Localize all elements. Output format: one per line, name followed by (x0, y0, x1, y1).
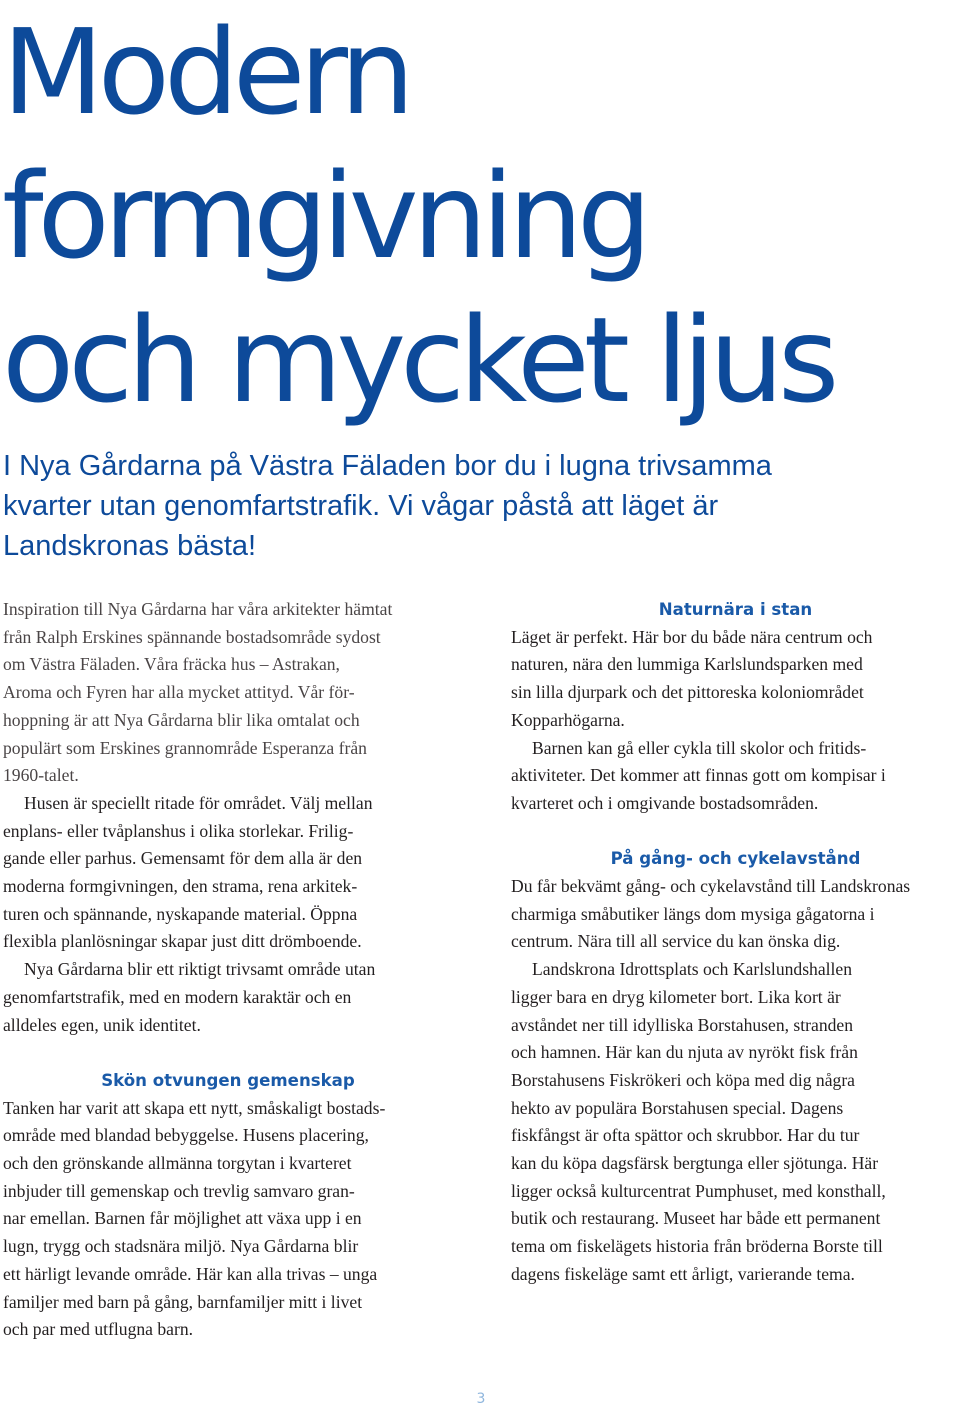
text-line: familjer med barn på gång, barnfamiljer mitt i livet (3, 1291, 363, 1312)
text-line: om Västra Fäladen. Våra fräcka hus – Astrakan, (3, 654, 340, 675)
text-line: Tanken har varit att skapa ett nytt, småskaligt bostads- (3, 1097, 386, 1118)
lead-paragraph (3, 446, 903, 566)
text-line: sin lilla djurpark och det pittoreska koloniområdet (511, 682, 864, 703)
text-line: kan du köpa dagsfärsk bergtunga eller sjötunga. Här (511, 1153, 879, 1174)
text-line: Du får bekvämt gång- och cykelavstånd till Landskronas (511, 876, 911, 897)
text-line: ligger bara en dryg kilometer bort. Lika kort är (511, 986, 841, 1007)
text-line: flexibla planlösningar skapar just ditt drömboende. (3, 931, 362, 952)
text-line: Nya Gårdarna blir ett riktigt trivsamt område utan (24, 959, 376, 980)
page-number: 3 (476, 1391, 486, 1407)
lead-line: kvarter utan genomfartstrafik. Vi vågar påstå att läget är (3, 490, 719, 522)
body-paragraph (511, 873, 960, 956)
text-line: inbjuder till gemenskap och trevlig samvaro gran- (3, 1180, 355, 1201)
title-line: och mycket ljus (2, 291, 834, 429)
lead-line: Landskronas bästa! (3, 530, 257, 562)
section-heading: På gång- och cykelavstånd (610, 849, 861, 869)
body-paragraph (511, 956, 960, 1288)
text-line: turen och spännande, nyskapande material. Öppna (3, 903, 358, 924)
body-paragraph (511, 735, 960, 818)
text-line: charmiga småbutiker längs dom mysiga gågatorna i (511, 903, 875, 924)
text-line: Landskrona Idrottsplats och Karlslundshallen (532, 959, 853, 980)
section-heading: Naturnära i stan (658, 600, 813, 619)
text-line: och hamnen. Här kan du njuta av nyrökt fisk från (511, 1042, 858, 1063)
text-line: kvarteret och i omgivande bostadsområden. (511, 792, 819, 813)
text-line: område med blandad bebyggelse. Husens placering, (3, 1125, 369, 1146)
text-line: populärt som Erskines grannområde Esperanza från (3, 737, 367, 758)
title-line: Modern (2, 3, 409, 141)
section-heading: Skön otvungen gemenskap (101, 1070, 355, 1090)
text-line: butik och restaurang. Museet har både ett permanent (511, 1208, 881, 1229)
text-line: fiskfångst är ofta spättor och skrubbor. Har du tur (511, 1125, 860, 1146)
text-line: naturen, nära den lummiga Karlslundsparken med (511, 654, 863, 675)
text-line: gande eller parhus. Gemensamt för dem alla är den (3, 848, 363, 869)
right-column (511, 596, 960, 1289)
text-line: Läget är perfekt. Här bor du både nära centrum och (511, 626, 873, 647)
text-line: avståndet ner till idylliska Borstahusen, stranden (511, 1014, 854, 1035)
lead-line: I Nya Gårdarna på Västra Fäladen bor du i lugna trivsamma (3, 450, 772, 482)
text-line: Aroma och Fyren har alla mycket attityd. Vår för- (3, 682, 355, 703)
left-column (3, 596, 473, 1344)
body-paragraph (511, 624, 960, 735)
text-line: hekto av populära Borstahusen special. Dagens (511, 1097, 844, 1118)
intro-paragraph (3, 596, 473, 790)
text-line: och par med utflugna barn. (3, 1319, 194, 1340)
text-line: moderna formgivningen, den strama, rena arkitek- (3, 876, 358, 897)
text-line: och den grönskande allmänna torgytan i kvarteret (3, 1153, 352, 1174)
body-paragraph (3, 956, 473, 1039)
text-line: nar emellan. Barnen får möjlighet att växa upp i en (3, 1208, 362, 1229)
body-paragraph (3, 790, 473, 956)
text-line: hoppning är att Nya Gårdarna blir lika omtalat och (3, 709, 360, 730)
text-line: Husen är speciellt ritade för området. Välj mellan (24, 792, 373, 813)
body-paragraph (3, 1095, 473, 1344)
text-line: tema om fiskelägets historia från bröderna Borste till (511, 1236, 883, 1257)
text-line: lugn, trygg och stadsnära miljö. Nya Gårdarna blir (3, 1236, 359, 1257)
text-line: centrum. Nära till all service du kan önska dig. (511, 931, 841, 952)
text-line: aktiviteter. Det kommer att finnas gott om kompisar i (511, 765, 886, 786)
page-title (2, 0, 952, 432)
text-line: ligger också kulturcentrat Pumphuset, med konsthall, (511, 1180, 886, 1201)
title-line: formgivning (2, 147, 646, 285)
text-line: Barnen kan gå eller cykla till skolor och fritids- (532, 737, 867, 758)
text-line: Inspiration till Nya Gårdarna har våra arkitekter hämtat (3, 599, 393, 619)
text-line: alldeles egen, unik identitet. (3, 1014, 201, 1035)
text-line: genomfartstrafik, med en modern karaktär och en (3, 986, 352, 1007)
text-line: Kopparhögarna. (511, 709, 625, 730)
text-line: ett härligt levande område. Här kan alla trivas – unga (3, 1263, 378, 1284)
text-line: från Ralph Erskines spännande bostadsområde sydost (3, 626, 381, 647)
text-line: Borstahusens Fiskrökeri och köpa med dig några (511, 1069, 855, 1090)
text-line: dagens fiskeläge samt ett årligt, varierande tema. (511, 1263, 855, 1284)
text-line: enplans- eller tvåplanshus i olika storlekar. Frilig- (3, 820, 354, 841)
text-line: 1960-talet. (3, 765, 79, 786)
